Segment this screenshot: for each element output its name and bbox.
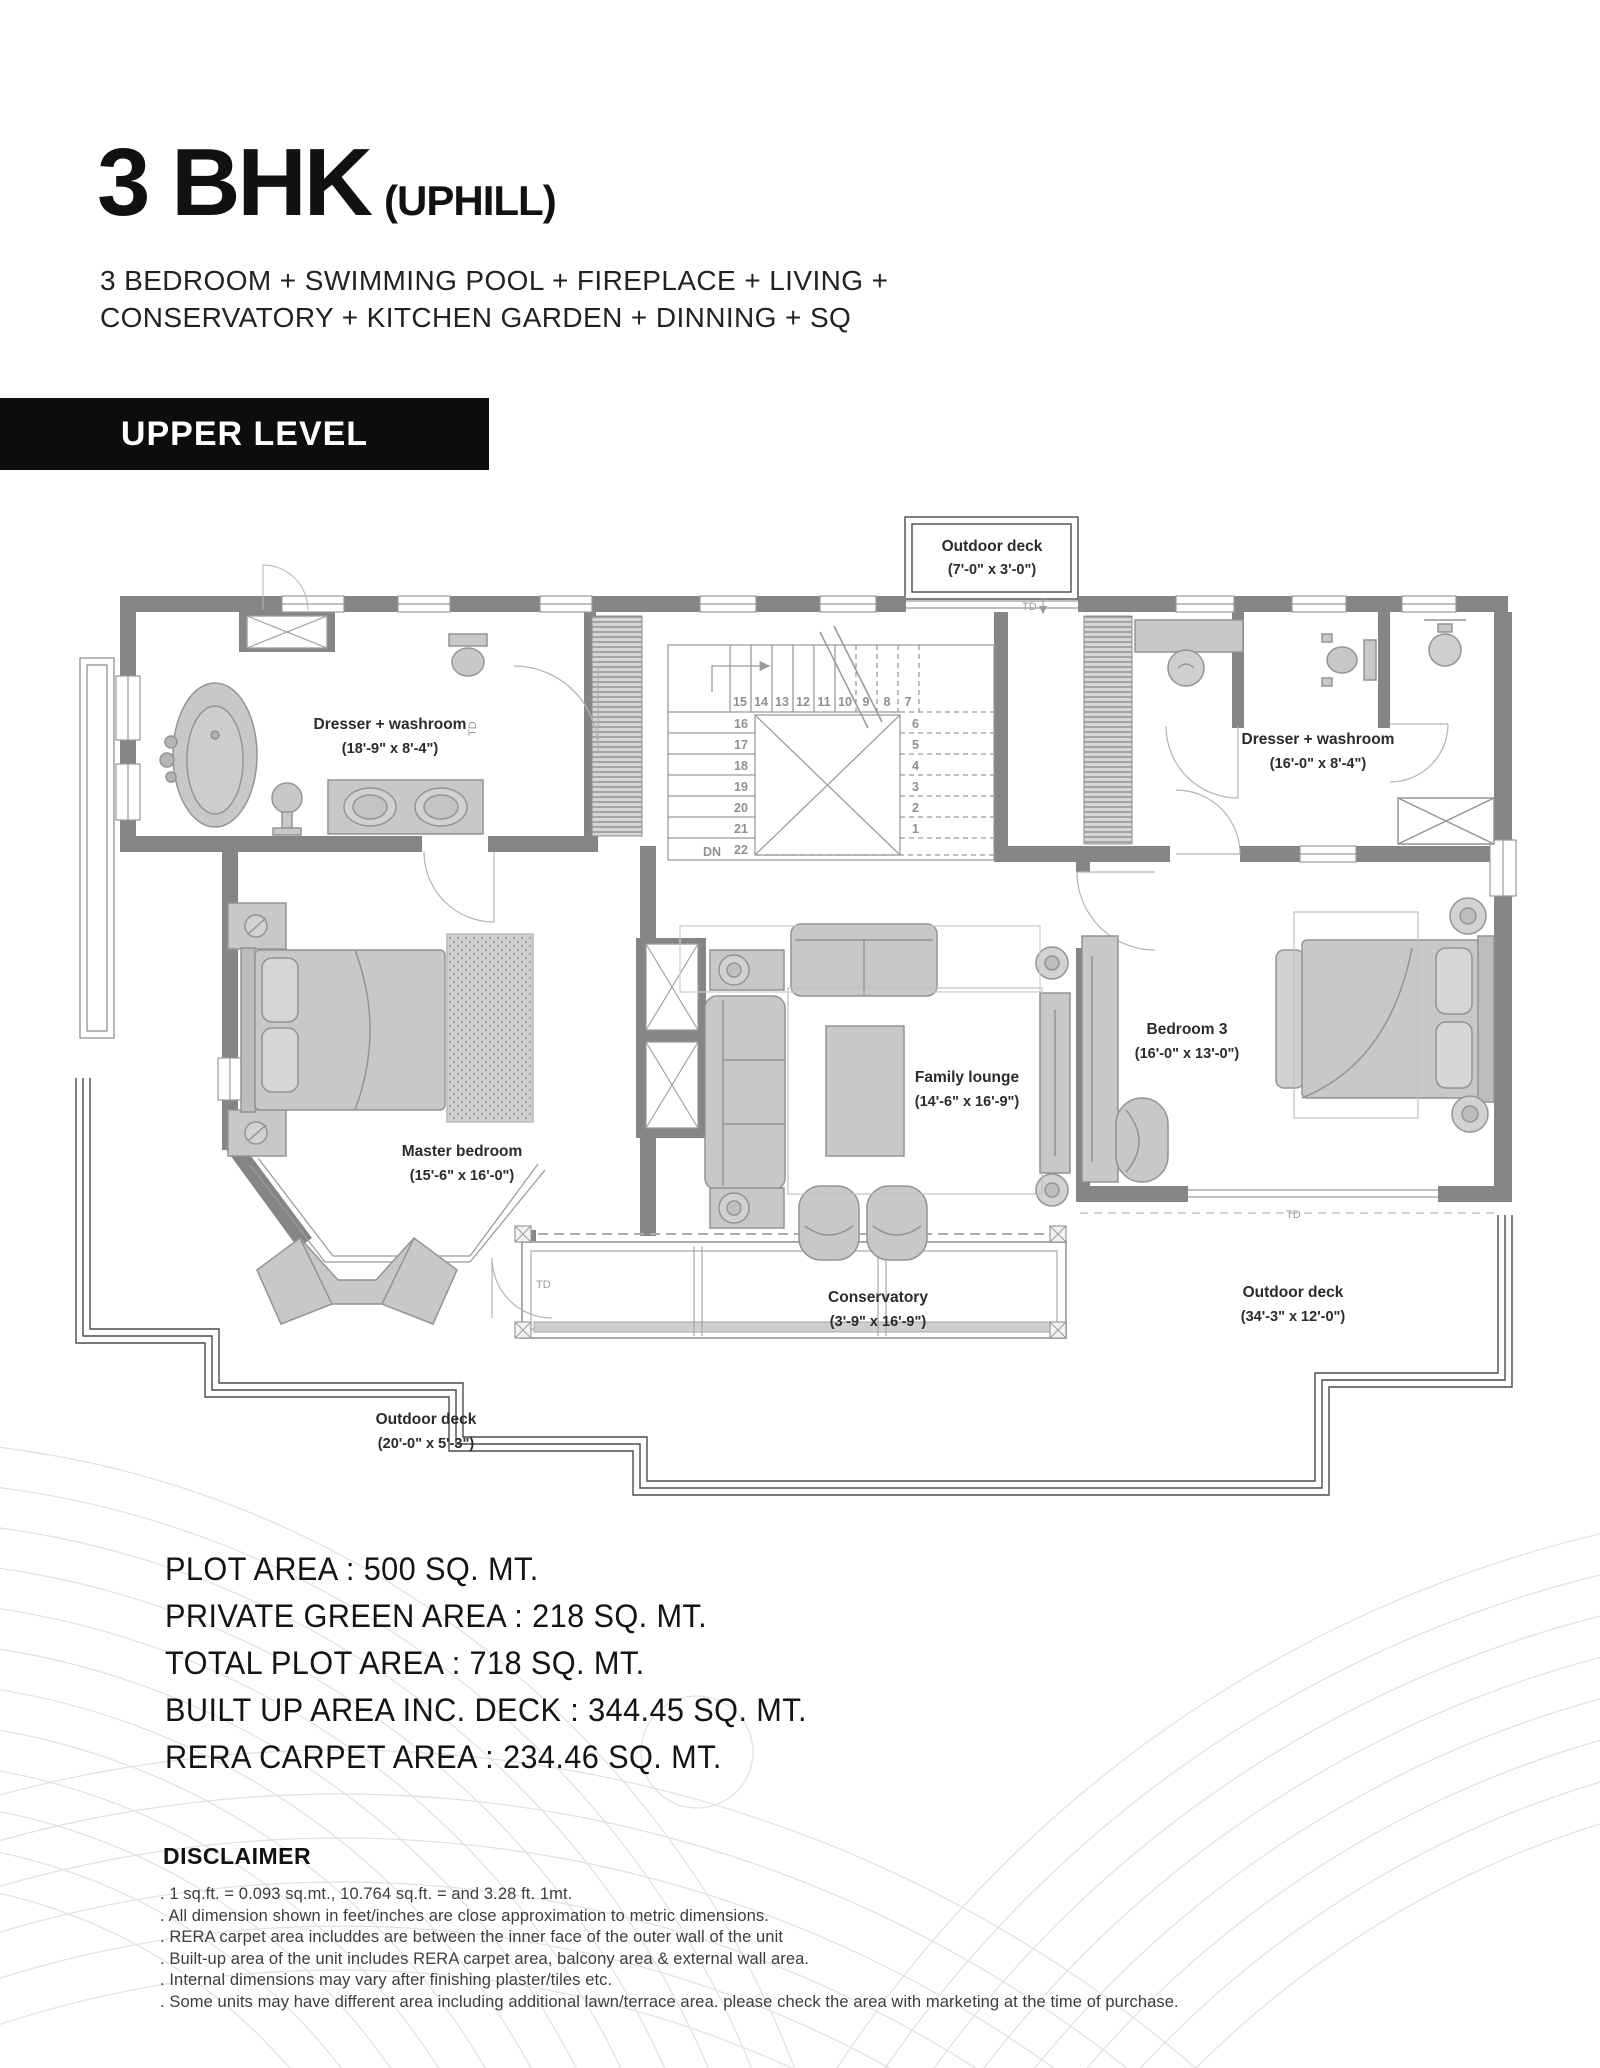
wash-basin-right — [1429, 634, 1461, 666]
disclaimer-line: . Some units may have different area including additional lawn/terrace area. please check the area with marketing at the time of purchase. — [160, 1992, 1179, 2011]
td-marker: TD — [467, 721, 479, 736]
stair-num: 17 — [734, 738, 748, 752]
toilet-right — [1364, 640, 1376, 680]
room-dims-outdoor-deck-top: (7'-0" x 3'-0") — [947, 562, 1037, 578]
stair-num: 5 — [912, 738, 919, 752]
stair-num: 9 — [862, 695, 870, 709]
chair — [1116, 1098, 1168, 1182]
room-label-dresser-washroom-right: Dresser + washroom — [1241, 731, 1395, 748]
pedestal-sink — [272, 783, 302, 813]
stair-num: 2 — [912, 801, 919, 815]
plan-subtitle — [100, 262, 888, 336]
room-dims-family-lounge: (14'-6" x 16'-9") — [914, 1094, 1020, 1110]
room-dims-bedroom-3: (16'-0" x 13'-0") — [1134, 1046, 1240, 1062]
sofa-long — [705, 996, 785, 1190]
stair-num: 7 — [904, 695, 912, 709]
td-marker: TD — [536, 1279, 551, 1291]
room-dims-dresser-washroom-left: (18'-9" x 8'-4") — [341, 741, 439, 757]
staircase — [668, 626, 994, 860]
stair-num: 21 — [734, 822, 748, 836]
subtitle-line-2: CONSERVATORY + KITCHEN GARDEN + DINNING + SQ — [100, 302, 852, 333]
room-dims-outdoor-deck-right: (34'-3" x 12'-0") — [1240, 1309, 1346, 1325]
disclaimer — [160, 1884, 1179, 2013]
area-line-private-green: PRIVATE GREEN AREA : 218 SQ. MT. — [165, 1598, 708, 1634]
td-marker: TD — [1286, 1209, 1301, 1221]
level-banner-label: UPPER LEVEL — [120, 414, 369, 453]
room-label-dresser-washroom-left: Dresser + washroom — [313, 716, 467, 733]
room-dims-outdoor-deck-bottom: (20'-0" x 5'-3") — [377, 1436, 475, 1452]
area-line-rera-carpet: RERA CARPET AREA : 234.46 SQ. MT. — [165, 1739, 722, 1775]
area-line-plot: PLOT AREA : 500 SQ. MT. — [165, 1551, 539, 1587]
bed3-headboard — [1478, 936, 1494, 1102]
stair-num: 18 — [734, 759, 748, 773]
room-dims-conservatory: (3'-9" x 16'-9") — [829, 1314, 927, 1330]
room-label-outdoor-deck-top: Outdoor deck — [941, 538, 1043, 555]
subtitle-line-1: 3 BEDROOM + SWIMMING POOL + FIREPLACE + LIVING + — [100, 265, 889, 296]
bay-window-left — [80, 658, 114, 1038]
stair-num: 15 — [733, 695, 747, 709]
walls — [120, 596, 1512, 1248]
disclaimer-heading: DISCLAIMER — [163, 1843, 312, 1869]
area-statistics — [165, 1546, 807, 1781]
toilet-left — [449, 634, 487, 646]
stair-num: 22 — [734, 843, 748, 857]
area-line-built-up: BUILT UP AREA INC. DECK : 344.45 SQ. MT. — [165, 1692, 807, 1728]
stair-num: 1 — [912, 822, 919, 836]
page-title — [97, 128, 556, 238]
stair-num: 13 — [775, 695, 789, 709]
coffee-table — [826, 1026, 904, 1156]
stair-num: 8 — [883, 695, 891, 709]
room-dims-master-bedroom: (15'-6" x 16'-0") — [409, 1168, 515, 1184]
disclaimer-line: . 1 sq.ft. = 0.093 sq.mt., 10.764 sq.ft. = and 3.28 ft. 1mt. — [160, 1885, 573, 1903]
stair-num: 16 — [734, 717, 748, 731]
stair-numbers — [703, 695, 919, 859]
conservatory-structure — [515, 1226, 1066, 1338]
stair-num: 6 — [912, 717, 919, 731]
wardrobe-hatch — [592, 616, 1132, 844]
room-label-outdoor-deck-right: Outdoor deck — [1242, 1284, 1344, 1301]
stair-num: 20 — [734, 801, 748, 815]
stair-num: 4 — [912, 759, 919, 773]
rug — [447, 934, 533, 1122]
disclaimer-line: . Internal dimensions may vary after finishing plaster/tiles etc. — [160, 1971, 613, 1989]
disclaimer-line: . RERA carpet area includdes are between the inner face of the outer wall of the unit — [160, 1928, 784, 1946]
wardrobe — [1082, 936, 1118, 1182]
plan-title-suffix: (UPHILL) — [384, 177, 556, 224]
stair-num: 19 — [734, 780, 748, 794]
stair-num: 14 — [754, 695, 768, 709]
disclaimer-line: . All dimension shown in feet/inches are close approximation to metric dimensions. — [160, 1906, 769, 1925]
stair-num: 3 — [912, 780, 919, 794]
vanity-right — [1135, 620, 1243, 652]
room-label-outdoor-deck-bottom: Outdoor deck — [375, 1411, 477, 1428]
stair-num: 12 — [796, 695, 810, 709]
stair-num: 10 — [838, 695, 852, 709]
td-marker: TD — [1022, 601, 1037, 613]
master-bed-headboard — [241, 948, 255, 1112]
bay-sofa — [257, 1238, 457, 1324]
bed-bench — [1276, 950, 1304, 1088]
floorplan — [0, 390, 1600, 1515]
armchair — [799, 1186, 859, 1260]
room-label-master-bedroom: Master bedroom — [401, 1143, 523, 1160]
room-label-bedroom-3: Bedroom 3 — [1146, 1021, 1228, 1038]
stair-num: 11 — [817, 695, 831, 709]
room-dims-dresser-washroom-right: (16'-0" x 8'-4") — [1269, 756, 1367, 772]
armchair — [867, 1186, 927, 1260]
stairs-down-label: DN — [702, 845, 722, 859]
room-label-family-lounge: Family lounge — [914, 1069, 1020, 1086]
plan-title: 3 BHK — [97, 129, 371, 236]
room-label-conservatory: Conservatory — [828, 1289, 928, 1306]
disclaimer-line: . Built-up area of the unit includes RERA carpet area, balcony area & external wall area. — [160, 1949, 810, 1968]
area-line-total-plot: TOTAL PLOT AREA : 718 SQ. MT. — [165, 1645, 645, 1681]
